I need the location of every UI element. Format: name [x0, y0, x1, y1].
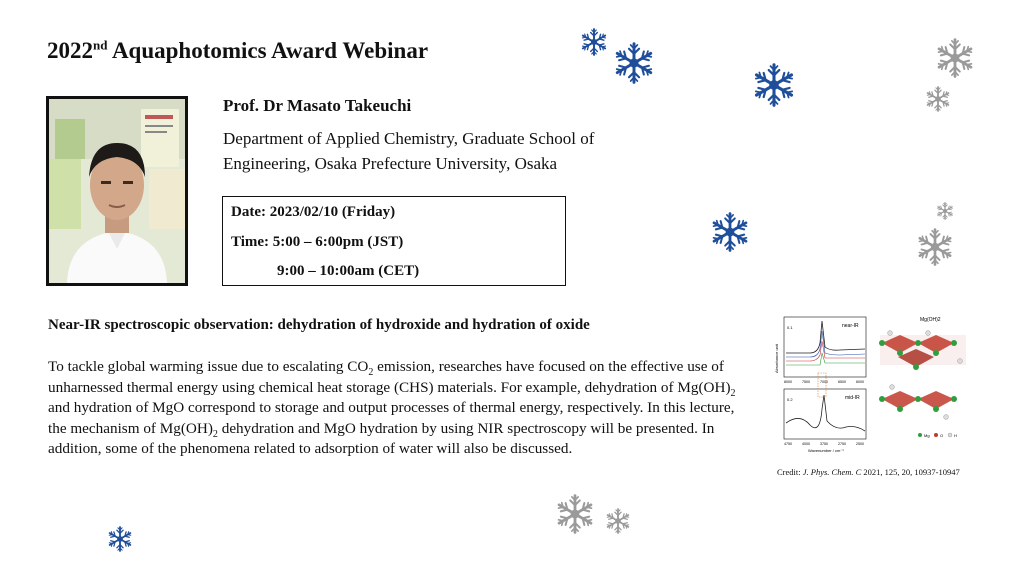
affiliation-line: Engineering, Osaka Prefecture University, Osaka — [223, 154, 558, 173]
figure-ylabel: Absorbance unit — [774, 344, 779, 373]
snowflake-icon — [107, 526, 133, 552]
figure-xlabel: Wavenumber / cm⁻¹ — [808, 448, 844, 453]
figure-scale-bottom: 0.2 — [787, 397, 793, 402]
figure-panel-label-bottom: mid-IR — [845, 395, 860, 401]
talk-abstract — [48, 357, 738, 460]
figure-tick: 6500 — [838, 380, 846, 384]
snowflake-icon — [916, 228, 954, 266]
abstract-text: emission, researches have focused on the effective use of unharnessed thermal energy using chemical heat storage (CHS) materials. For example, dehydration of Mg(OH) — [48, 358, 731, 396]
schedule-time-jst: Time: 5:00 – 6:00pm (JST) — [231, 234, 404, 250]
snowflake-icon — [605, 508, 631, 534]
figure-tick: 6000 — [856, 380, 864, 384]
speaker-name: Prof. Dr Masato Takeuchi — [223, 96, 412, 115]
snowflake-icon — [580, 28, 608, 56]
speaker-affiliation — [223, 126, 663, 176]
figure-tick: 7500 — [802, 380, 810, 384]
snowflake-icon — [710, 212, 750, 252]
figure-scale-top: 0.1 — [787, 325, 793, 330]
subscript: 2 — [212, 428, 218, 440]
abstract-text: dehydration and MgO hydration by using NIR spectroscopy will be presented. In addition, some of the phenomena related to adsorption of water will also be discussed. — [48, 419, 715, 457]
snowflake-icon — [935, 38, 975, 78]
webinar-title: 2022nd Aquaphotomics Award Webinar — [47, 37, 429, 63]
figure-panel-label-top: near-IR — [842, 323, 859, 329]
snowflake-icon — [925, 86, 951, 112]
abstract-text: and hydration of MgO correspond to storage and output processes of thermal energy, respectively. In this lecture, the mechanism of Mg(OH) — [48, 399, 735, 437]
abstract-text: To tackle global warming issue due to escalating CO — [48, 358, 369, 375]
figure-tick: 2500 — [856, 442, 864, 446]
snowflake-icon — [555, 494, 595, 534]
subscript: 2 — [730, 387, 736, 399]
legend-o: O — [940, 433, 944, 438]
snowflake-icon — [936, 202, 954, 220]
snowflake-icon — [752, 63, 796, 107]
figure-tick: 3750 — [820, 442, 828, 446]
structure-legend — [918, 433, 957, 438]
speaker-photo — [46, 96, 188, 286]
figure-tick: 2750 — [838, 442, 846, 446]
talk-title: Near-IR spectroscopic observation: dehydration of hydroxide and hydration of oxide — [48, 317, 590, 333]
spectra-figure — [770, 313, 970, 461]
figure-tick: 4750 — [784, 442, 792, 446]
snowflake-icon — [613, 42, 655, 84]
affiliation-line: Department of Applied Chemistry, Graduate School of — [223, 129, 595, 148]
figure-tick: 8000 — [784, 380, 792, 384]
figure-credit: Credit: J. Phys. Chem. C 2021, 125, 20, 10937-10947 — [777, 467, 960, 477]
crystal-structure — [879, 331, 966, 420]
figure-tick: 4000 — [802, 442, 810, 446]
schedule-box — [222, 196, 566, 286]
legend-mg: Mg — [924, 433, 930, 438]
schedule-date: Date: 2023/02/10 (Friday) — [231, 204, 396, 220]
figure-tick: 7000 — [820, 380, 828, 384]
structure-label: Mg(OH)2 — [920, 317, 941, 323]
subscript: 2 — [368, 367, 374, 379]
legend-h: H — [954, 433, 957, 438]
schedule-time-cet: 9:00 – 10:00am (CET) — [277, 263, 420, 279]
